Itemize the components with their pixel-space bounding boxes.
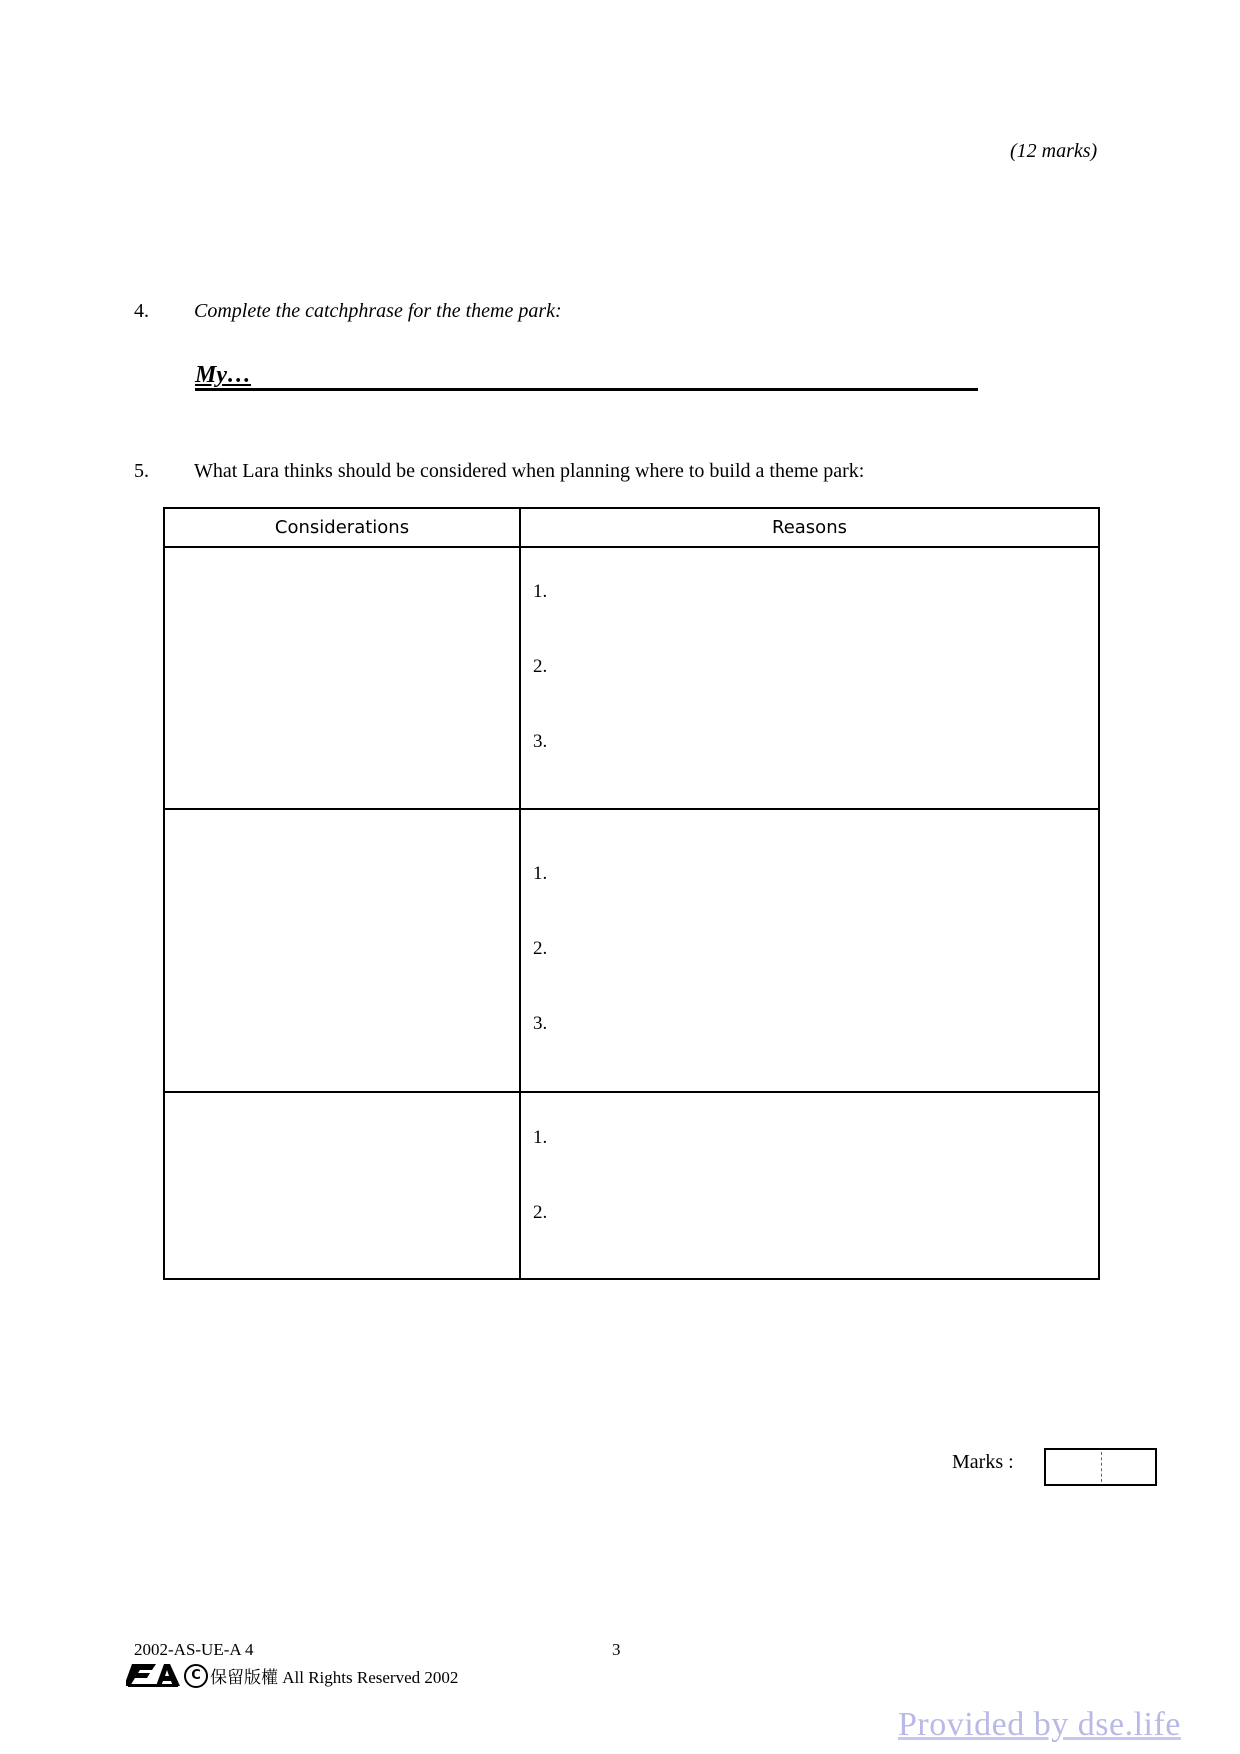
question-4-prompt: Complete the catchphrase for the theme park:	[194, 300, 562, 322]
reason-number: 2.	[533, 656, 548, 677]
question-5-number: 5.	[134, 460, 149, 482]
reason-number: 1.	[533, 581, 548, 602]
copyright-icon: C	[184, 1664, 208, 1688]
catchphrase-answer-line[interactable]	[195, 362, 978, 391]
copyright-text: 保留版權 All Rights Reserved 2002	[210, 1668, 459, 1687]
marks-note: (12 marks)	[1010, 140, 1098, 162]
hkeaa-logo-icon	[126, 1662, 180, 1688]
watermark: Provided by dse.life	[898, 1706, 1181, 1743]
considerations-table	[163, 507, 1100, 1280]
marks-label: Marks :	[952, 1451, 1014, 1473]
header-considerations: Considerations	[274, 517, 410, 538]
header-reasons: Reasons	[772, 517, 847, 538]
catchphrase-prefix: My…	[195, 362, 251, 388]
reason-number: 1.	[533, 863, 548, 884]
reason-number: 1.	[533, 1127, 548, 1148]
reason-number: 3.	[533, 731, 548, 752]
reason-number: 2.	[533, 1202, 548, 1223]
reason-number: 2.	[533, 938, 548, 959]
marks-box-divider	[1101, 1452, 1102, 1482]
header-divider	[165, 546, 1098, 548]
question-5-prompt: What Lara thinks should be considered when planning where to build a theme park:	[194, 460, 865, 482]
marks-box	[1044, 1448, 1157, 1486]
row-divider	[165, 808, 1098, 810]
question-4-number: 4.	[134, 300, 149, 322]
column-divider	[519, 509, 521, 1278]
page-number: 3	[612, 1640, 621, 1659]
reason-number: 3.	[533, 1013, 548, 1034]
row-divider	[165, 1091, 1098, 1093]
paper-code: 2002-AS-UE-A 4	[134, 1640, 254, 1659]
